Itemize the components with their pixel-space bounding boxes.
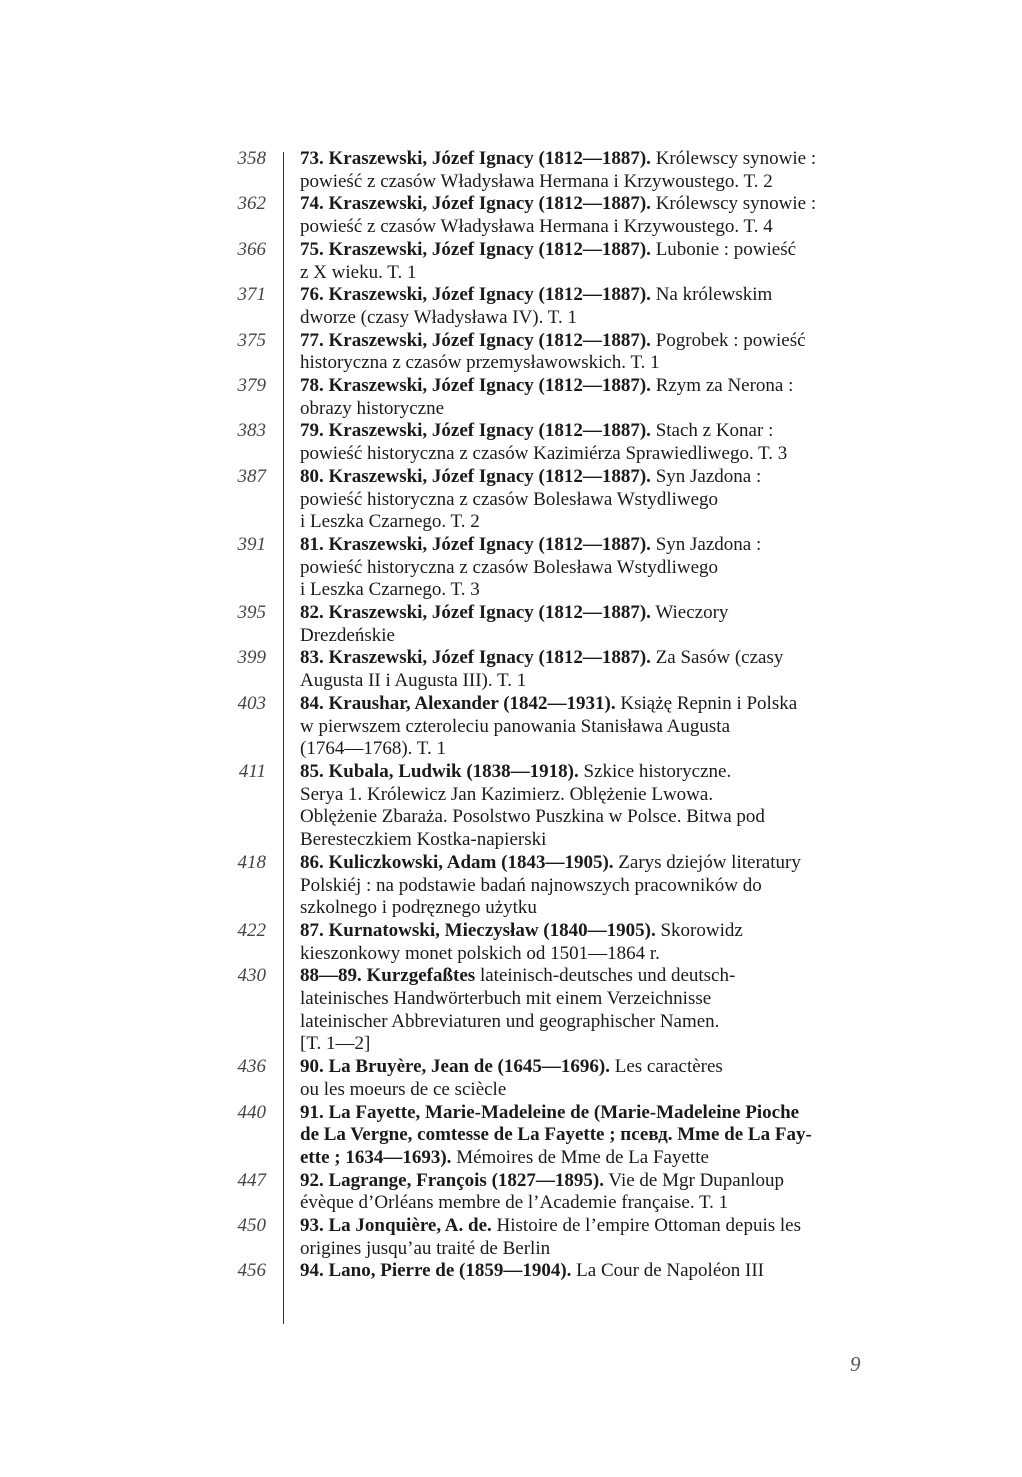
entry-page-reference: 422 xyxy=(237,919,266,941)
entry-description: Syn Jazdona : xyxy=(650,533,762,555)
entry-heading: 73. Kraszewski, Józef Ignacy (1812—1887). xyxy=(300,148,651,169)
entry-heading: 83. Kraszewski, Józef Ignacy (1812—1887). xyxy=(300,647,651,669)
entry-heading: 80. Kraszewski, Józef Ignacy (1812—1887). xyxy=(300,465,651,487)
entry-heading: 91. La Fayette, Marie-Madeleine de (Marie-Madeleine Pioche xyxy=(300,1101,800,1123)
entry-line xyxy=(300,761,880,784)
entry-description: Królewscy synowie : xyxy=(650,193,817,215)
entry-description: Histoire de l’empire Ottoman depuis les xyxy=(491,1215,801,1237)
entry-page-reference: 447 xyxy=(237,1169,266,1191)
entry-page-reference: 358 xyxy=(237,148,266,169)
entry-line xyxy=(300,625,880,648)
entry-page-reference: 430 xyxy=(237,965,266,987)
entry-heading: 84. Kraushar, Alexander (1842—1931). xyxy=(300,692,616,714)
entry-text xyxy=(300,375,880,420)
entry-line xyxy=(300,602,880,625)
catalog-entry xyxy=(230,693,880,761)
entry-line xyxy=(300,534,880,557)
entry-page-reference: 366 xyxy=(237,238,266,260)
catalog-entry xyxy=(230,375,880,420)
entry-text xyxy=(300,239,880,284)
entry-heading: 74. Kraszewski, Józef Ignacy (1812—1887). xyxy=(300,193,651,215)
entry-heading: 86. Kuliczkowski, Adam (1843—1905). xyxy=(300,851,614,873)
entry-description: Królewscy synowie : xyxy=(650,148,817,169)
entry-text xyxy=(300,1170,880,1215)
entry-description: Lubonie : powieść xyxy=(650,238,797,260)
entry-line xyxy=(300,420,880,443)
entry-heading: 88—89. Kurzgefaßtes xyxy=(300,965,476,987)
entry-heading: 77. Kraszewski, Józef Ignacy (1812—1887). xyxy=(300,329,651,351)
catalog-entry xyxy=(230,1170,880,1215)
entry-line xyxy=(300,897,880,920)
entry-line xyxy=(300,806,880,829)
entry-heading: 81. Kraszewski, Józef Ignacy (1812—1887). xyxy=(300,533,651,555)
entry-line xyxy=(300,1056,880,1079)
entry-description: Vie de Mgr Dupanloup xyxy=(603,1169,785,1191)
catalog-entry xyxy=(230,534,880,602)
entry-line xyxy=(300,1192,880,1215)
entry-description: Zarys dziejów literatury xyxy=(613,851,801,873)
entry-heading: 85. Kubala, Ludwik (1838—1918). xyxy=(300,760,579,782)
entry-text xyxy=(300,647,880,692)
entry-text xyxy=(300,534,880,602)
entry-line xyxy=(300,262,880,285)
entry-description: i Leszka Czarnego. T. 3 xyxy=(300,579,480,601)
entry-description: Augusta II i Augusta III). T. 1 xyxy=(300,670,527,692)
entry-description: Skorowidz xyxy=(655,919,743,941)
entry-page-reference: 395 xyxy=(237,602,266,624)
entry-line xyxy=(300,466,880,489)
entry-line xyxy=(300,557,880,580)
entry-description: Beresteczkiem Kostka-napierski xyxy=(300,829,547,851)
entry-heading: 75. Kraszewski, Józef Ignacy (1812—1887). xyxy=(300,238,651,260)
entry-description: Rzym za Nerona : xyxy=(650,375,794,397)
catalog-entry xyxy=(230,148,880,193)
entry-text xyxy=(300,761,880,852)
entry-page-reference: 391 xyxy=(237,533,266,555)
entry-line xyxy=(300,1260,880,1283)
entry-line xyxy=(300,148,880,171)
entry-page-reference: 436 xyxy=(237,1056,266,1078)
entry-line xyxy=(300,216,880,239)
entry-line xyxy=(300,1102,880,1125)
entry-line xyxy=(300,489,880,512)
entry-description: historyczna z czasów przemysławowskich. T. 1 xyxy=(300,352,660,374)
entry-page-reference: 450 xyxy=(237,1215,266,1237)
entry-page-reference: 418 xyxy=(237,851,266,873)
entry-description: (1764—1768). T. 1 xyxy=(300,738,447,760)
entry-line xyxy=(300,920,880,943)
page-number: 9 xyxy=(850,1352,861,1376)
entry-description: Syn Jazdona : xyxy=(650,465,762,487)
catalog-entry xyxy=(230,466,880,534)
catalog-entry xyxy=(230,1056,880,1101)
entry-description: Les caractères xyxy=(609,1056,723,1078)
entry-line xyxy=(300,693,880,716)
entry-line xyxy=(300,511,880,534)
entry-description: Drezdeńskie xyxy=(300,624,395,646)
entry-description: powieść z czasów Władysława Hermana i Krzywoustego. T. 2 xyxy=(300,170,773,192)
entry-line xyxy=(300,784,880,807)
entry-description: dworze (czasy Władysława IV). T. 1 xyxy=(300,306,577,328)
entry-line xyxy=(300,443,880,466)
entry-page-reference: 387 xyxy=(237,465,266,487)
entry-page-reference: 440 xyxy=(237,1101,266,1123)
catalog-entry xyxy=(230,193,880,238)
entry-line xyxy=(300,670,880,693)
entry-description: powieść historyczna z czasów Kazimiérza Sprawiedliwego. T. 3 xyxy=(300,443,788,465)
entry-heading: 93. La Jonquière, A. de. xyxy=(300,1215,492,1237)
entry-description: obrazy historyczne xyxy=(300,397,445,419)
entry-line xyxy=(300,716,880,739)
entry-description: Mémoires de Mme de La Fayette xyxy=(451,1146,709,1168)
entry-heading: de La Vergne, comtesse de La Fayette ; псевд. Mme de La Fay- xyxy=(300,1124,812,1146)
catalog-entry xyxy=(230,1102,880,1170)
catalog-entry xyxy=(230,647,880,692)
entry-line xyxy=(300,398,880,421)
entry-heading: 76. Kraszewski, Józef Ignacy (1812—1887). xyxy=(300,284,651,306)
entry-description: Książę Repnin i Polska xyxy=(615,692,798,714)
catalog-entry xyxy=(230,239,880,284)
entry-description: powieść z czasów Władysława Hermana i Krzywoustego. T. 4 xyxy=(300,216,773,238)
entry-line xyxy=(300,1170,880,1193)
entry-description: i Leszka Czarnego. T. 2 xyxy=(300,511,480,533)
entry-line xyxy=(300,579,880,602)
entry-description: powieść historyczna z czasów Bolesława Wstydliwego xyxy=(300,556,719,578)
entry-text xyxy=(300,1102,880,1170)
entry-line xyxy=(300,943,880,966)
entry-description: Wieczory xyxy=(650,602,729,624)
entry-line xyxy=(300,852,880,875)
entry-line xyxy=(300,352,880,375)
catalog-entry xyxy=(230,330,880,375)
entry-line xyxy=(300,875,880,898)
entry-description: Na królewskim xyxy=(650,284,773,306)
entry-page-reference: 362 xyxy=(237,193,266,215)
entry-text xyxy=(300,965,880,1056)
entry-description: Szkice historyczne. xyxy=(578,760,732,782)
entry-description: Stach z Konar : xyxy=(650,420,774,442)
entry-description: Serya 1. Królewicz Jan Kazimierz. Oblężenie Lwowa. xyxy=(300,783,714,805)
entry-page-reference: 456 xyxy=(237,1260,266,1282)
entry-page-reference: 411 xyxy=(238,760,266,782)
entry-text xyxy=(300,466,880,534)
entry-line xyxy=(300,239,880,262)
entry-line xyxy=(300,965,880,988)
entry-description: lateinisches Handwörterbuch mit einem Verzeichnisse xyxy=(300,988,712,1010)
entry-description: [T. 1—2] xyxy=(300,1033,371,1055)
entry-description: évèque d’Orléans membre de l’Academie française. T. 1 xyxy=(300,1192,729,1214)
entry-description: z X wieku. T. 1 xyxy=(300,261,417,283)
catalog-entry xyxy=(230,602,880,647)
entry-line xyxy=(300,307,880,330)
entry-text xyxy=(300,420,880,465)
entry-line xyxy=(300,829,880,852)
entry-description: Pogrobek : powieść xyxy=(650,329,806,351)
entry-page-reference: 371 xyxy=(237,284,266,306)
entry-heading: 87. Kurnatowski, Mieczysław (1840—1905). xyxy=(300,919,656,941)
catalog-entry xyxy=(230,1260,880,1283)
entry-line xyxy=(300,284,880,307)
catalog-entry xyxy=(230,965,880,1056)
entry-line xyxy=(300,171,880,194)
entry-text xyxy=(300,1215,880,1260)
catalog-entry xyxy=(230,1215,880,1260)
entry-heading: 78. Kraszewski, Józef Ignacy (1812—1887). xyxy=(300,375,651,397)
entry-line xyxy=(300,647,880,670)
entry-description: lateinischer Abbreviaturen und geographischer Namen. xyxy=(300,1010,720,1032)
entry-text xyxy=(300,602,880,647)
entry-page-reference: 375 xyxy=(237,329,266,351)
entry-line xyxy=(300,1124,880,1147)
entry-heading: 92. Lagrange, François (1827—1895). xyxy=(300,1169,604,1191)
entry-text xyxy=(300,1260,880,1283)
catalog-entry xyxy=(230,852,880,920)
entry-line xyxy=(300,1033,880,1056)
entry-page-reference: 403 xyxy=(237,692,266,714)
catalog-entry xyxy=(230,284,880,329)
catalog-entry xyxy=(230,420,880,465)
entry-line xyxy=(300,193,880,216)
entry-line xyxy=(300,1079,880,1102)
entry-text xyxy=(300,920,880,965)
entry-heading: 82. Kraszewski, Józef Ignacy (1812—1887). xyxy=(300,602,651,624)
entry-heading: 90. La Bruyère, Jean de (1645—1696). xyxy=(300,1056,610,1078)
entry-description: kieszonkowy monet polskich od 1501—1864 r. xyxy=(300,942,660,964)
entry-description: Oblężenie Zbaraża. Posolstwo Puszkina w Polsce. Bitwa pod xyxy=(300,806,765,828)
entry-text xyxy=(300,693,880,761)
entry-description: Polskiéj : na podstawie badań najnowszych pracowników do xyxy=(300,874,762,896)
entry-heading: 79. Kraszewski, Józef Ignacy (1812—1887). xyxy=(300,420,651,442)
entry-text xyxy=(300,852,880,920)
entry-text xyxy=(300,284,880,329)
entry-line xyxy=(300,1011,880,1034)
entry-page-reference: 379 xyxy=(237,375,266,397)
entry-description: Za Sasów (czasy xyxy=(650,647,784,669)
entry-line xyxy=(300,330,880,353)
entry-text xyxy=(300,330,880,375)
entry-description: w pierwszem czteroleciu panowania Stanisława Augusta xyxy=(300,715,730,737)
entry-heading: 94. Lano, Pierre de (1859—1904). xyxy=(300,1260,572,1282)
catalog-entry xyxy=(230,920,880,965)
entry-text xyxy=(300,193,880,238)
entry-description: lateinisch-deutsches und deutsch- xyxy=(475,965,736,987)
entry-description: powieść historyczna z czasów Bolesława Wstydliwego xyxy=(300,488,719,510)
entry-text xyxy=(300,148,880,193)
catalog-entry-list xyxy=(230,148,880,1283)
entry-description: origines jusqu’au traité de Berlin xyxy=(300,1237,551,1259)
entry-line xyxy=(300,738,880,761)
entry-line xyxy=(300,988,880,1011)
entry-description: La Cour de Napoléon III xyxy=(571,1260,764,1282)
entry-line xyxy=(300,1238,880,1261)
entry-page-reference: 383 xyxy=(237,420,266,442)
entry-description: szkolnego i podręznego użytku xyxy=(300,897,537,919)
entry-line xyxy=(300,1215,880,1238)
entry-page-reference: 399 xyxy=(237,647,266,669)
catalog-entry xyxy=(230,761,880,852)
entry-text xyxy=(300,1056,880,1101)
entry-line xyxy=(300,375,880,398)
entry-line xyxy=(300,1147,880,1170)
entry-heading: ette ; 1634—1693). xyxy=(300,1146,452,1168)
entry-description: ou les moeurs de ce sciècle xyxy=(300,1078,507,1100)
